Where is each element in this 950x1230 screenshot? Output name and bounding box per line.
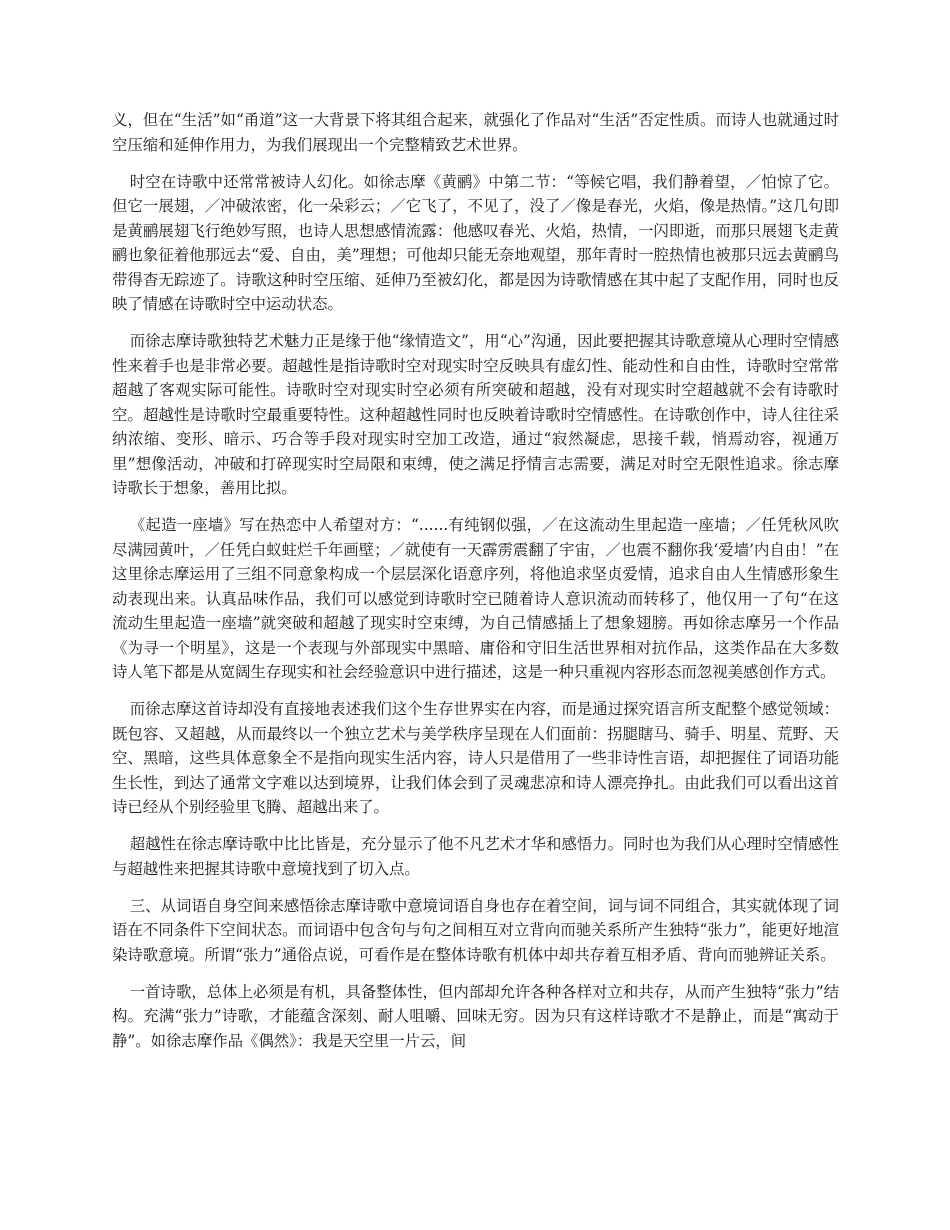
paragraph-7: 三、从词语自身空间来感悟徐志摩诗歌中意境词语自身也存在着空间，词与词不同组合，其实就体现了词语在不同条件下空间状态。而词语中包含句与句之间相互对立背向而驰关系所产生独特“张力”，能更好地渲染诗歌意境。所谓“张力”通俗点说，可看作是在整体诗歌有机体中却共存着互相矛盾、背向而驰辨证关系。: [112, 896, 839, 964]
paragraph-8: 一首诗歌，总体上必须是有机，具备整体性，但内部却允许各种各样对立和共存，从而产生独特“张力”结构。充满“张力”诗歌，才能蕴含深刻、耐人咀嚼、回味无穷。因为只有这样诗歌才不是静止，而是“寓动于静”。如徐志摩作品《偶然》：我是天空里一片云，间: [112, 982, 839, 1050]
paragraph-4: 《起造一座墙》写在热恋中人希望对方：“......有纯钢似强，／在这流动生里起造一座墙；／任凭秋风吹尽满园黄叶，／任凭白蚁蛀烂千年画壁；／就使有一天霹雳震翻了宇宙，／也震不翻你我‘爱墙’内自由！”在这里徐志摩运用了三组不同意象构成一个层层深化语意序列，将他追求坚贞爱情，追求自由人生情感形象生动表现出来。认真品味作品，我们可以感觉到诗歌时空已随着诗人意识流动而转移了，他仅用一了句“在这流动生里起造一座墙”就突破和超越了现实时空束缚，为自己情感插上了想象翅膀。再如徐志摩另一个作品《为寻一个明星》，这是一个表现与外部现实中黑暗、庸俗和守旧生活世界相对抗作品，这类作品在大多数诗人笔下都是从宽阔生存现实和社会经验意识中进行描述，这是一种只重视内容形态而忽视美感创作方式。: [112, 516, 839, 681]
paragraph-1: 义，但在“生活”如“甬道”这一大背景下将其组合起来，就强化了作品对“生活”否定性质。而诗人也就通过时空压缩和延伸作用力，为我们展现出一个完整精致艺术世界。: [112, 111, 839, 154]
paragraph-6: 超越性在徐志摩诗歌中比比皆是，充分显示了他不凡艺术才华和感悟力。同时也为我们从心理时空情感性与超越性来把握其诗歌中意境找到了切入点。: [112, 835, 839, 878]
document-body: [112, 108, 839, 1066]
paragraph-2: 时空在诗歌中还常常被诗人幻化。如徐志摩《黄鹂》中第二节：“等候它唱，我们静着望，／怕惊了它。但它一展翅，／冲破浓密，化一朵彩云；／它飞了，不见了，没了／像是春光，火焰，像是热情。”这几句即是黄鹂展翅飞行绝妙写照，也诗人思想感情流露：他感叹春光、火焰，热情，一闪即逝，而那只展翅飞走黄鹂也象征着他那远去“爱、自由，美”理想；可他却只能无奈地观望，那年青时一腔热情也被那只远去黄鹂鸟带得杳无踪迹了。诗歌这种时空压缩、延伸乃至被幻化，都是因为诗歌情感在其中起了支配作用，同时也反映了情感在诗歌时空中运动状态。: [112, 172, 839, 313]
paragraph-3: 而徐志摩诗歌独特艺术魅力正是缘于他“缘情造文”，用“心”沟通，因此要把握其诗歌意境从心理时空情感性来着手也是非常必要。超越性是指诗歌时空对现实时空反映具有虚幻性、能动性和自由性，诗歌时空常常超越了客观实际可能性。诗歌时空对现实时空必须有所突破和超越，没有对现实时空超越就不会有诗歌时空。超越性是诗歌时空最重要特性。这种超越性同时也反映着诗歌时空情感性。在诗歌创作中，诗人往往采纳浓缩、变形、暗示、巧合等手段对现实时空加工改造，通过“寂然凝虑，思接千载，悄焉动容，视通万里”想像活动，冲破和打碎现实时空局限和束缚，使之满足抒情言志需要，满足对时空无限性追求。徐志摩诗歌长于想象，善用比拟。: [112, 332, 839, 497]
paragraph-5: 而徐志摩这首诗却没有直接地表述我们这个生存世界实在内容，而是通过探究语言所支配整个感觉领域：既包容、又超越，从而最终以一个独立艺术与美学秩序呈现在人们面前：拐腿瞎马、骑手、明星、荒野、天空、黑暗，这些具体意象全不是指向现实生活内容，诗人只是借用了一些非诗性言语，却把握住了词语功能生长性，到达了通常文字难以达到境界，让我们体会到了灵魂悲凉和诗人漂亮挣扎。由此我们可以看出这首诗已经从个别经验里飞腾、超越出来了。: [112, 700, 839, 816]
